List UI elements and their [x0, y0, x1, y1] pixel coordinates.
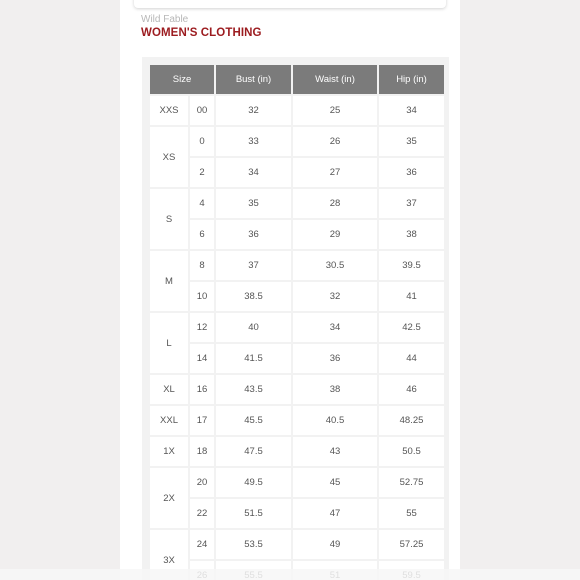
table-row: [150, 499, 444, 528]
bust-cell: 38.5: [216, 282, 291, 311]
header-bust: Bust (in): [216, 65, 291, 94]
size-number-cell: 6: [190, 220, 214, 249]
bust-cell: 40: [216, 313, 291, 342]
size-chart-table: [148, 63, 446, 580]
table-row: [150, 344, 444, 373]
size-label-cell: L: [150, 313, 188, 373]
waist-cell: 26: [293, 127, 377, 156]
table-row: [150, 375, 444, 404]
waist-cell: 49: [293, 530, 377, 559]
waist-cell: 40.5: [293, 406, 377, 435]
hip-cell: 46: [379, 375, 444, 404]
header-size: Size: [150, 65, 214, 94]
hip-cell: 48.25: [379, 406, 444, 435]
size-chart-body: [150, 96, 444, 580]
table-row: [150, 437, 444, 466]
hip-cell: 35: [379, 127, 444, 156]
size-number-cell: 12: [190, 313, 214, 342]
hip-cell: 37: [379, 189, 444, 218]
waist-cell: 32: [293, 282, 377, 311]
hip-cell: 52.75: [379, 468, 444, 497]
top-bar: [134, 0, 446, 8]
table-row: [150, 251, 444, 280]
table-row: [150, 468, 444, 497]
table-row: [150, 406, 444, 435]
size-label-cell: S: [150, 189, 188, 249]
size-chart-frame: [142, 57, 449, 580]
size-number-cell: 10: [190, 282, 214, 311]
bust-cell: 43.5: [216, 375, 291, 404]
waist-cell: 30.5: [293, 251, 377, 280]
bottom-fade: [0, 569, 580, 580]
size-number-cell: 24: [190, 530, 214, 559]
table-row: [150, 158, 444, 187]
size-number-cell: 17: [190, 406, 214, 435]
bust-cell: 51.5: [216, 499, 291, 528]
waist-cell: 29: [293, 220, 377, 249]
hip-cell: 55: [379, 499, 444, 528]
size-label-cell: 3X: [150, 530, 188, 580]
table-row: [150, 189, 444, 218]
hip-cell: 42.5: [379, 313, 444, 342]
table-row: [150, 530, 444, 559]
size-number-cell: 00: [190, 96, 214, 125]
bust-cell: 37: [216, 251, 291, 280]
size-number-cell: 16: [190, 375, 214, 404]
bust-cell: 35: [216, 189, 291, 218]
size-number-cell: 22: [190, 499, 214, 528]
waist-cell: 27: [293, 158, 377, 187]
size-number-cell: 14: [190, 344, 214, 373]
brand-text: Wild Fable: [141, 14, 189, 25]
bust-cell: 36: [216, 220, 291, 249]
section-heading: WOMEN'S CLOTHING: [141, 27, 262, 39]
hip-cell: 36: [379, 158, 444, 187]
size-number-cell: 18: [190, 437, 214, 466]
waist-cell: 36: [293, 344, 377, 373]
table-header-row: [150, 65, 444, 94]
size-number-cell: 20: [190, 468, 214, 497]
hip-cell: 57.25: [379, 530, 444, 559]
hip-cell: 34: [379, 96, 444, 125]
size-number-cell: 8: [190, 251, 214, 280]
size-label-cell: XXS: [150, 96, 188, 125]
hip-cell: 38: [379, 220, 444, 249]
size-label-cell: XS: [150, 127, 188, 187]
table-row: [150, 220, 444, 249]
waist-cell: 34: [293, 313, 377, 342]
bust-cell: 53.5: [216, 530, 291, 559]
table-row: [150, 96, 444, 125]
page-card: [120, 0, 460, 580]
size-label-cell: XL: [150, 375, 188, 404]
hip-cell: 39.5: [379, 251, 444, 280]
table-row: [150, 282, 444, 311]
bust-cell: 45.5: [216, 406, 291, 435]
bust-cell: 33: [216, 127, 291, 156]
waist-cell: 28: [293, 189, 377, 218]
table-row: [150, 313, 444, 342]
bust-cell: 47.5: [216, 437, 291, 466]
waist-cell: 43: [293, 437, 377, 466]
waist-cell: 47: [293, 499, 377, 528]
waist-cell: 38: [293, 375, 377, 404]
size-number-cell: 0: [190, 127, 214, 156]
size-number-cell: 2: [190, 158, 214, 187]
size-number-cell: 4: [190, 189, 214, 218]
size-label-cell: 1X: [150, 437, 188, 466]
header-waist: Waist (in): [293, 65, 377, 94]
hip-cell: 50.5: [379, 437, 444, 466]
size-label-cell: M: [150, 251, 188, 311]
table-row: [150, 127, 444, 156]
bust-cell: 32: [216, 96, 291, 125]
waist-cell: 25: [293, 96, 377, 125]
bust-cell: 34: [216, 158, 291, 187]
hip-cell: 41: [379, 282, 444, 311]
waist-cell: 45: [293, 468, 377, 497]
hip-cell: 44: [379, 344, 444, 373]
size-label-cell: XXL: [150, 406, 188, 435]
bust-cell: 49.5: [216, 468, 291, 497]
header-hip: Hip (in): [379, 65, 444, 94]
size-label-cell: 2X: [150, 468, 188, 528]
bust-cell: 41.5: [216, 344, 291, 373]
